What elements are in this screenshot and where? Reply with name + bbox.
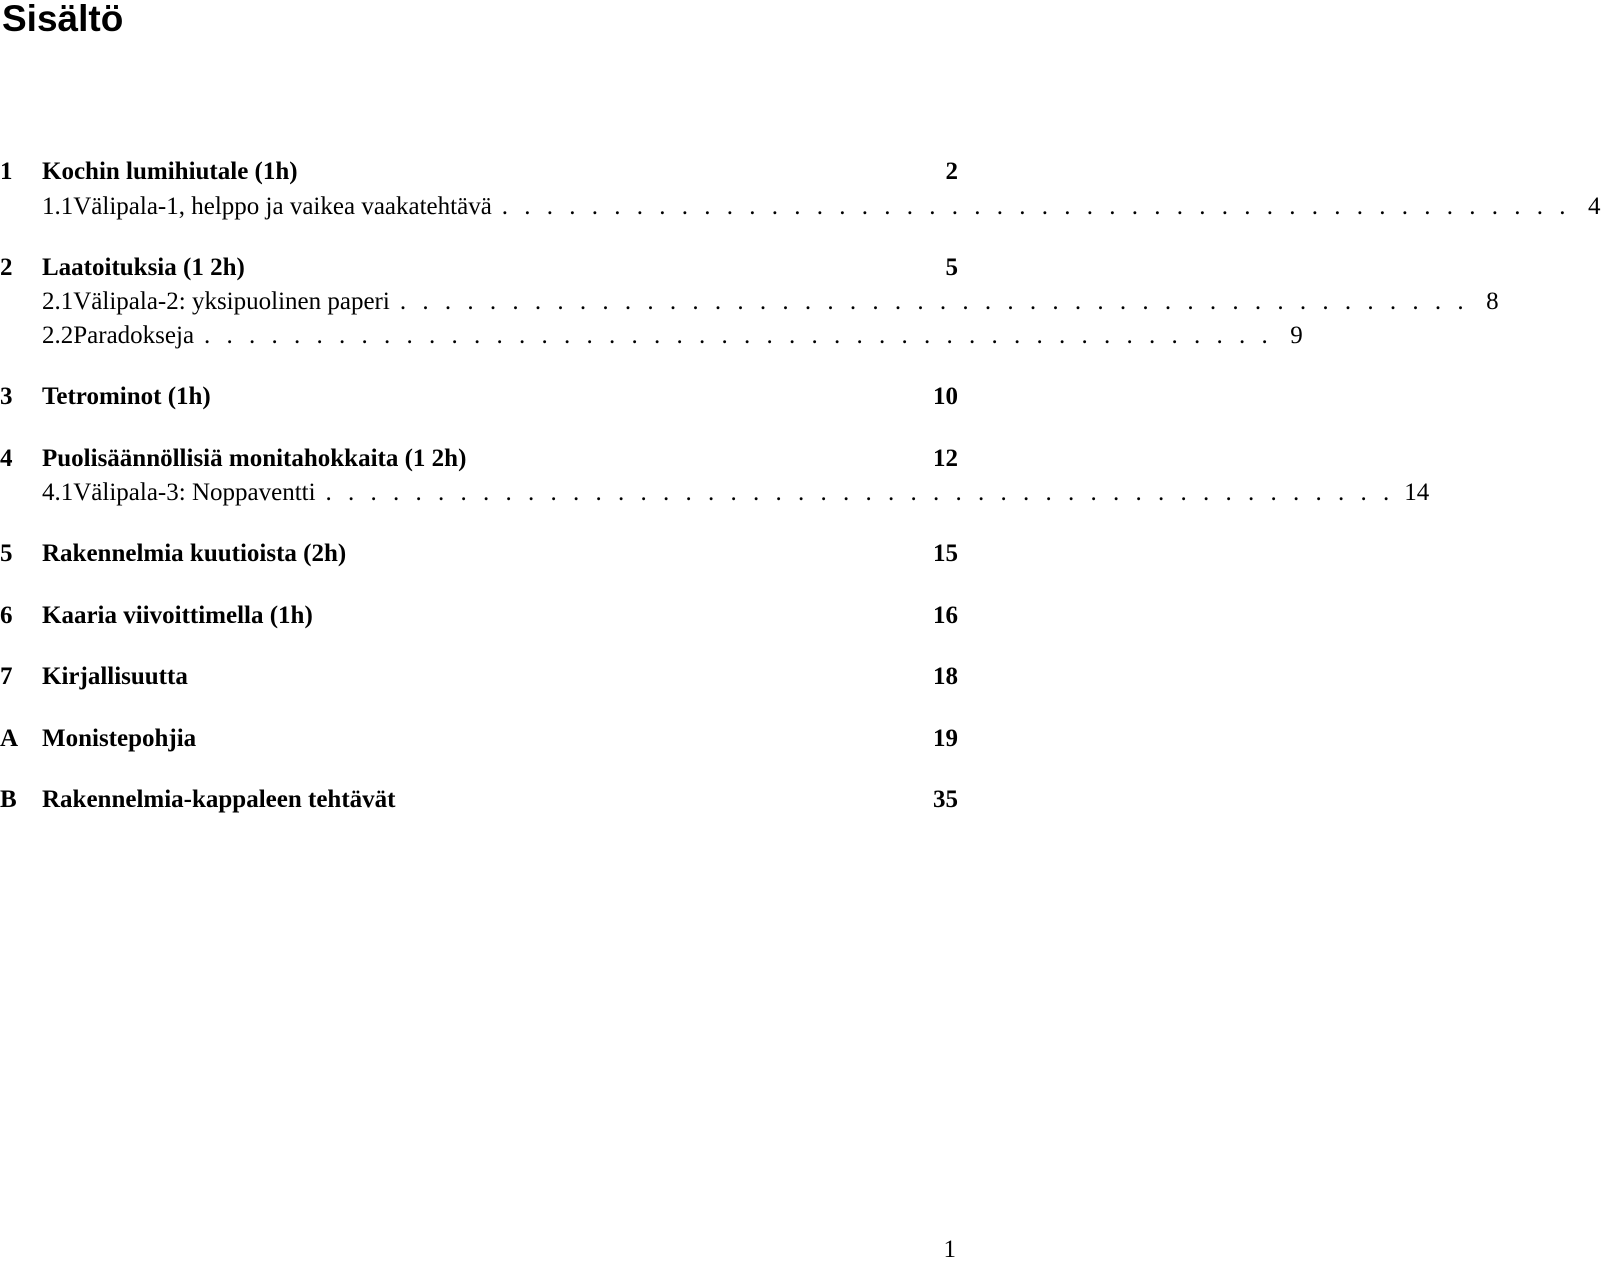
entry-page: 2	[945, 158, 958, 185]
entry-number: 4	[0, 445, 13, 472]
entry-page: 8	[1486, 288, 1499, 315]
entry-title: Kirjallisuutta	[42, 663, 188, 690]
entry-number: 7	[0, 663, 13, 690]
toc-entry-section[interactable]	[0, 322, 1303, 356]
entry-title: Kochin lumihiutale (1h)	[42, 158, 298, 185]
toc-entry-chapter[interactable]	[0, 540, 958, 574]
toc-entry-chapter[interactable]	[0, 602, 958, 636]
page-title: Sisältö	[2, 0, 124, 39]
dot-leader: . . . . . . . . . . . . . . . . . . . . . . . . . . . . . . . . . . . . . . . . . . . . . . . .	[501, 193, 1571, 220]
toc-entry-section[interactable]	[0, 193, 1601, 227]
entry-number: A	[0, 725, 19, 752]
entry-title: Paradokseja	[73, 322, 195, 349]
entry-page: 10	[933, 383, 958, 410]
entry-page: 5	[945, 254, 958, 281]
entry-title: Välipala-1, helppo ja vaikea vaakatehtävä	[73, 193, 492, 220]
entry-page: 12	[933, 445, 958, 472]
entry-title: Monistepohjia	[42, 725, 197, 752]
toc-entry-chapter[interactable]	[0, 663, 958, 697]
entry-title: Tetrominot (1h)	[42, 383, 211, 410]
entry-title: Rakennelmia kuutioista (2h)	[42, 540, 347, 567]
toc-entry-chapter[interactable]	[0, 725, 958, 759]
entry-number: 5	[0, 540, 13, 567]
entry-title: Puolisäännöllisiä monitahokkaita (1 2h)	[42, 445, 467, 472]
entry-page: 18	[933, 663, 958, 690]
dot-leader: . . . . . . . . . . . . . . . . . . . . . . . . . . . . . . . . . . . . . . . . . . . . . . . .	[204, 322, 1273, 349]
toc-entry-chapter[interactable]	[0, 445, 958, 479]
entry-page: 35	[933, 786, 958, 813]
toc-entry-chapter[interactable]	[0, 254, 958, 288]
entry-number: 4.1	[42, 479, 74, 506]
entry-page: 4	[1588, 193, 1601, 220]
entry-title: Välipala-3: Noppaventti	[73, 479, 316, 506]
toc-entry-chapter[interactable]	[0, 786, 958, 820]
entry-title: Välipala-2: yksipuolinen paperi	[73, 288, 390, 315]
entry-number: 2	[0, 254, 13, 281]
entry-page: 19	[933, 725, 958, 752]
entry-number: 2.2	[42, 322, 74, 349]
entry-page: 9	[1290, 322, 1303, 349]
entry-title: Kaaria viivoittimella (1h)	[42, 602, 313, 629]
footer-page-number: 1	[943, 1236, 956, 1263]
entry-page: 16	[933, 602, 958, 629]
entry-number: 2.1	[42, 288, 74, 315]
dot-leader: . . . . . . . . . . . . . . . . . . . . . . . . . . . . . . . . . . . . . . . . . . . . . . . .	[399, 288, 1469, 315]
dot-leader: . . . . . . . . . . . . . . . . . . . . . . . . . . . . . . . . . . . . . . . . . . . . . . . .	[325, 479, 1395, 506]
entry-number: 1.1	[42, 193, 74, 220]
toc-entry-section[interactable]	[0, 288, 1499, 322]
toc-entry-chapter[interactable]	[0, 383, 958, 417]
toc-entry-section[interactable]	[0, 479, 1430, 513]
entry-title: Laatoituksia (1 2h)	[42, 254, 245, 281]
entry-number: 3	[0, 383, 13, 410]
entry-number: 6	[0, 602, 13, 629]
toc-entry-chapter[interactable]	[0, 158, 958, 192]
entry-page: 15	[933, 540, 958, 567]
entry-page: 14	[1404, 479, 1430, 506]
entry-title: Rakennelmia-kappaleen tehtävät	[42, 786, 396, 813]
entry-number: 1	[0, 158, 13, 185]
entry-number: B	[0, 786, 17, 813]
